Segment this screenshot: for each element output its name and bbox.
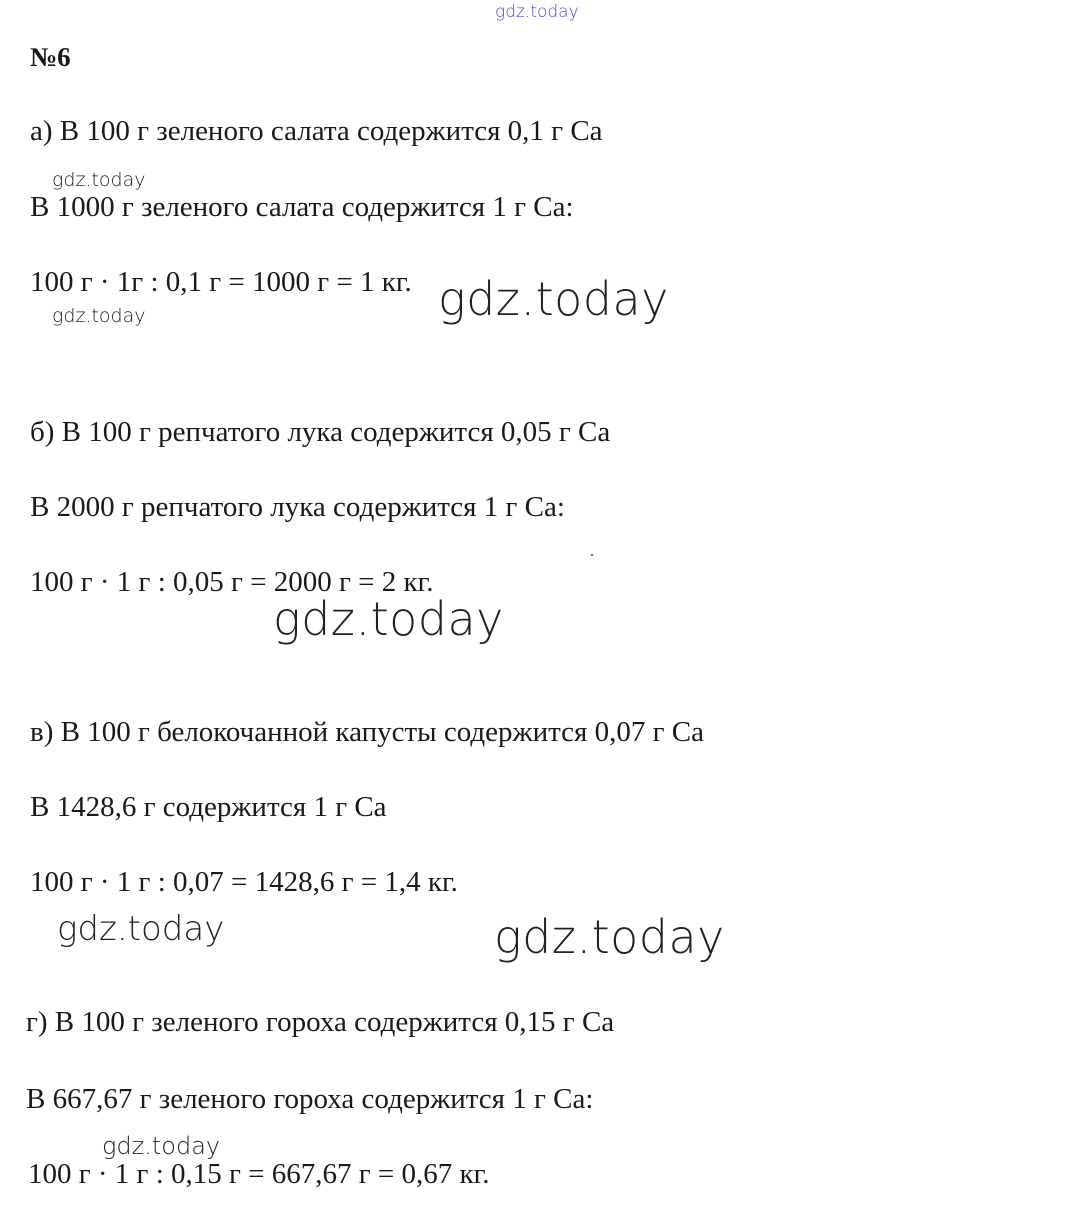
watermark: gdz.today: [273, 592, 504, 646]
section-g-line-1: г) В 100 г зеленого гороха содержится 0,15 г Ca: [26, 1006, 615, 1038]
section-g-line-2: В 667,67 г зеленого гороха содержится 1 г Ca:: [26, 1083, 594, 1115]
section-v-line-2: В 1428,6 г содержится 1 г Ca: [30, 791, 387, 823]
watermark: gdz.today: [438, 272, 669, 326]
section-a-line-2: В 1000 г зеленого салата содержится 1 г Ca:: [30, 191, 574, 223]
section-b-line-2: В 2000 г репчатого лука содержится 1 г Ca:: [30, 491, 565, 523]
watermark: gdz.today: [52, 305, 146, 327]
problem-number: №6: [30, 42, 71, 72]
watermark: gdz.today: [52, 169, 146, 191]
section-v-line-1: в) В 100 г белокочанной капусты содержится 0,07 г Ca: [30, 716, 704, 748]
section-b-line-1: б) В 100 г репчатого лука содержится 0,05 г Ca: [30, 416, 611, 448]
section-v-line-3: 100 г · 1 г : 0,07 = 1428,6 г = 1,4 кг.: [30, 866, 458, 898]
scan-speck: [591, 554, 593, 556]
watermark: gdz.today: [57, 909, 225, 949]
watermark: gdz.today: [102, 1132, 221, 1160]
section-a-line-1: а) В 100 г зеленого салата содержится 0,1 г Ca: [30, 115, 603, 147]
section-b-line-3: 100 г · 1 г : 0,05 г = 2000 г = 2 кг.: [30, 566, 434, 598]
section-g-line-3: 100 г · 1 г : 0,15 г = 667,67 г = 0,67 кг.: [28, 1158, 490, 1190]
section-a-line-3: 100 г · 1г : 0,1 г = 1000 г = 1 кг.: [30, 266, 412, 298]
watermark: gdz.today: [494, 910, 725, 964]
watermark-top: gdz.today: [495, 2, 579, 22]
